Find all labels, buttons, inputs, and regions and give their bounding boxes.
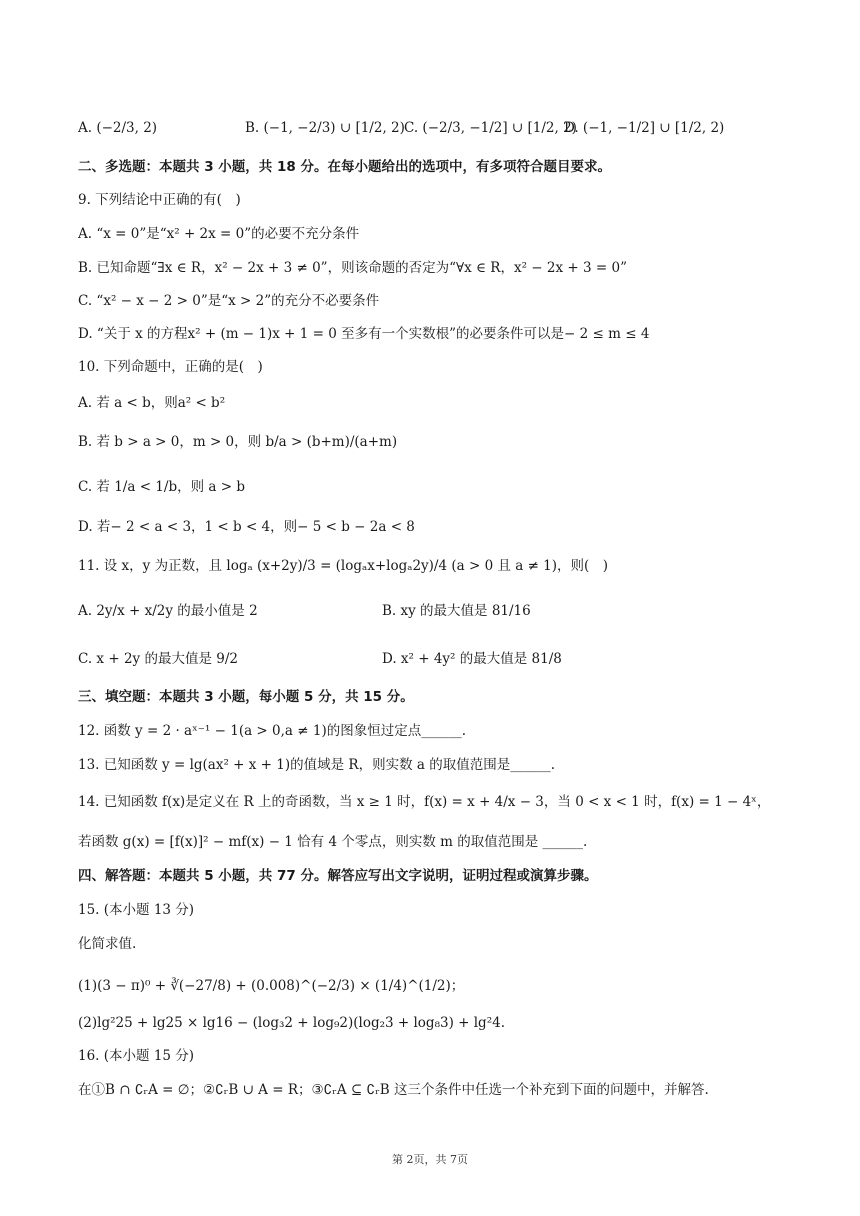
q11-option-d: D. x² + 4y² 的最大值是 81/8 bbox=[382, 651, 562, 667]
q15-part-2: (2)lg²25 + lg25 × lg16 − (log₃2 + log₉2)(log₂3 + log₈3) + lg²4. bbox=[78, 1015, 505, 1031]
page-footer: 第 2页，共 7页 bbox=[392, 1153, 468, 1166]
q10-option-d: D. 若− 2 < a < 3，1 < b < 4，则− 5 < b − 2a < 8 bbox=[78, 519, 415, 535]
q9-option-b: B. 已知命题“∃x ∈ R，x² − 2x + 3 ≠ 0”，则该命题的否定为“∀x ∈ R，x² − 2x + 3 = 0” bbox=[78, 260, 627, 276]
q15-heading: 15. (本小题 13 分) bbox=[78, 902, 195, 918]
q12-text: 12. 函数 y = 2 · aˣ⁻¹ − 1(a > 0,a ≠ 1)的图象恒过定点______. bbox=[78, 723, 467, 739]
q10-option-b: B. 若 b > a > 0，m > 0，则 b/a > (b+m)/(a+m) bbox=[78, 434, 398, 450]
q14-text-line-1: 14. 已知函数 f(x)是定义在 R 上的奇函数，当 x ≥ 1 时，f(x) = x + 4/x − 3，当 0 < x < 1 时，f(x) = 1 − 4ˣ， bbox=[78, 794, 771, 810]
q10-option-c: C. 若 1/a < 1/b，则 a > b bbox=[78, 479, 245, 495]
q11-stem: 11. 设 x，y 为正数，且 logₐ (x+2y)/3 = (logₐx+logₐ2y)/4 (a > 0 且 a ≠ 1)，则( ) bbox=[78, 558, 609, 574]
q9-option-d: D. “关于 x 的方程x² + (m − 1)x + 1 = 0 至多有一个实数根”的必要条件可以是− 2 ≤ m ≤ 4 bbox=[78, 326, 650, 342]
section-heading-solutions: 四、解答题：本题共 5 小题，共 77 分。解答应写出文字说明，证明过程或演算步骤。 bbox=[78, 868, 598, 884]
q9-stem: 9. 下列结论中正确的有( ) bbox=[78, 192, 241, 208]
q9-option-c: C. “x² − x − 2 > 0”是“x > 2”的充分不必要条件 bbox=[78, 293, 380, 309]
q11-option-c: C. x + 2y 的最大值是 9/2 bbox=[78, 651, 238, 667]
q8-option-d: D. (−1, −1/2] ∪ [1/2, 2) bbox=[564, 120, 725, 136]
q14-text-line-2: 若函数 g(x) = [f(x)]² − mf(x) − 1 恰有 4 个零点，则实数 m 的取值范围是 ______. bbox=[78, 834, 588, 850]
q8-option-b: B. (−1, −2/3) ∪ [1/2, 2) bbox=[245, 120, 405, 136]
q8-option-c: C. (−2/3, −1/2] ∪ [1/2, 2) bbox=[404, 120, 577, 136]
section-heading-multiple-choice: 二、多选题：本题共 3 小题，共 18 分。在每小题给出的选项中，有多项符合题目要求。 bbox=[78, 159, 611, 175]
q13-text: 13. 已知函数 y = lg(ax² + x + 1)的值域是 R，则实数 a 的取值范围是______. bbox=[78, 757, 556, 773]
q15-intro: 化简求值. bbox=[78, 936, 137, 952]
q10-option-a: A. 若 a < b，则a² < b² bbox=[78, 395, 226, 411]
q10-stem: 10. 下列命题中，正确的是( ) bbox=[78, 359, 263, 375]
q11-option-a: A. 2y/x + x/2y 的最小值是 2 bbox=[78, 603, 258, 619]
q9-option-a: A. “x = 0”是“x² + 2x = 0”的必要不充分条件 bbox=[78, 226, 360, 242]
section-heading-fill-in: 三、填空题：本题共 3 小题，每小题 5 分，共 15 分。 bbox=[78, 689, 414, 705]
q16-text: 在①B ∩ ∁ᵣA = ∅；②∁ᵣB ∪ A = R；③∁ᵣA ⊆ ∁ᵣB 这三个条件中任选一个补充到下面的问题中，并解答. bbox=[78, 1082, 709, 1098]
q8-option-a: A. (−2/3, 2) bbox=[78, 120, 158, 136]
q16-heading: 16. (本小题 15 分) bbox=[78, 1048, 195, 1064]
q15-part-1: (1)(3 − π)⁰ + ∛(−27/8) + (0.008)^(−2/3) × (1/4)^(1/2)； bbox=[78, 978, 465, 994]
q11-option-b: B. xy 的最大值是 81/16 bbox=[382, 603, 531, 619]
